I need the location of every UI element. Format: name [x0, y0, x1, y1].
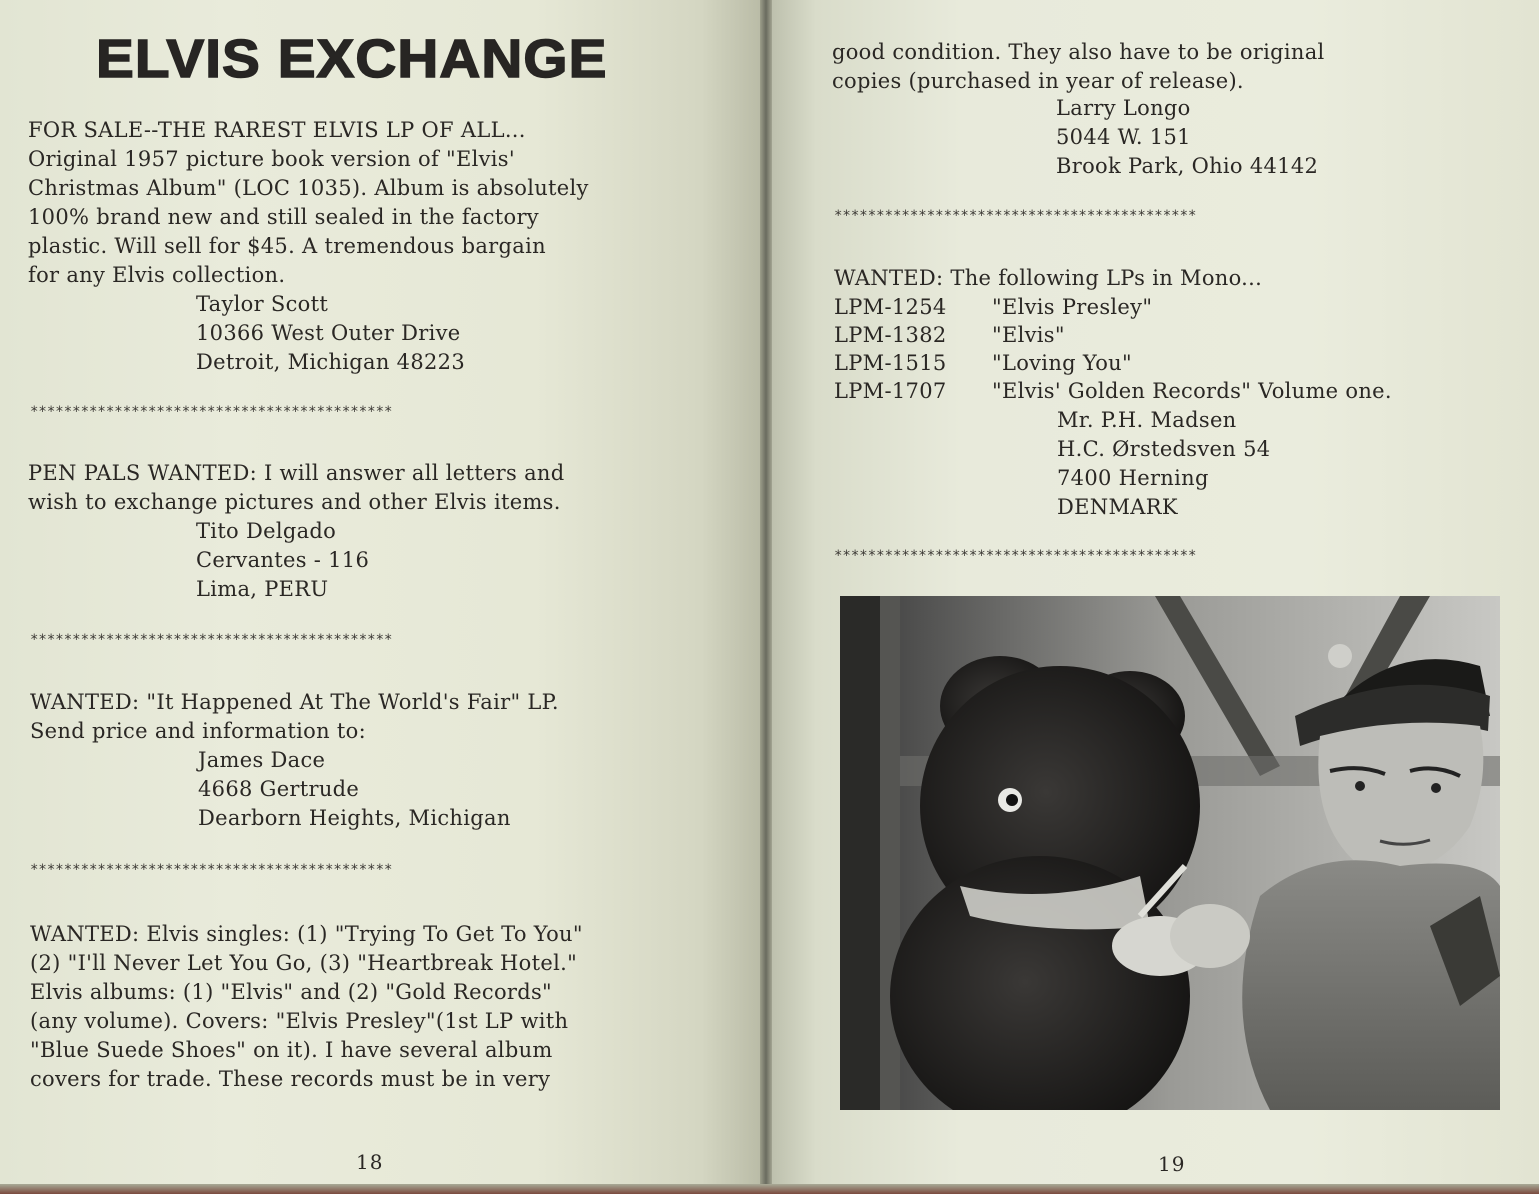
ad-line: "Blue Suede Shoes" on it). I have several album — [30, 1038, 553, 1062]
address-line: 10366 West Outer Drive — [196, 321, 461, 345]
ad-pen-pals — [28, 459, 564, 604]
ad-line: copies (purchased in year of release). — [832, 69, 1244, 93]
address-line: Mr. P.H. Madsen — [1057, 408, 1237, 432]
book-bottom-edge — [0, 1184, 1539, 1194]
page-number: 18 — [356, 1150, 384, 1174]
ad-line: FOR SALE--THE RAREST ELVIS LP OF ALL... — [28, 118, 526, 142]
address-line: Detroit, Michigan 48223 — [196, 350, 465, 374]
lp-code: LPM-1707 — [834, 379, 947, 403]
page-title: ELVIS EXCHANGE — [96, 29, 608, 89]
address-line: Dearborn Heights, Michigan — [198, 806, 511, 830]
ad-line: (any volume). Covers: "Elvis Presley"(1st LP with — [30, 1009, 569, 1033]
ad-line: Send price and information to: — [30, 719, 366, 743]
lp-code: LPM-1515 — [834, 351, 947, 375]
ad-line: (2) "I'll Never Let You Go, (3) "Heartbreak Hotel." — [30, 951, 578, 975]
lp-list — [834, 293, 1392, 405]
address-line: Larry Longo — [1056, 96, 1191, 120]
address-line: Taylor Scott — [196, 292, 329, 316]
ad-for-sale — [28, 116, 589, 377]
ad-line: plastic. Will sell for $45. A tremendous bargain — [28, 234, 546, 258]
address-line: Tito Delgado — [196, 519, 337, 543]
address-line: Brook Park, Ohio 44142 — [1056, 154, 1319, 178]
separator: ******************************************* — [30, 862, 393, 878]
lp-row — [834, 349, 1392, 377]
address-line: Cervantes - 116 — [196, 548, 370, 572]
lp-title: "Elvis Presley" — [992, 295, 1153, 319]
address-line: DENMARK — [1057, 495, 1178, 519]
separator: ******************************************* — [30, 632, 393, 648]
separator: ******************************************* — [834, 208, 1197, 224]
book-spine — [760, 0, 772, 1194]
lp-title: "Elvis" — [992, 323, 1065, 347]
ad-line: 100% brand new and still sealed in the factory — [28, 205, 539, 229]
address-madsen — [1057, 406, 1270, 522]
address-line: 5044 W. 151 — [1056, 125, 1191, 149]
address-line: 4668 Gertrude — [198, 777, 360, 801]
ad-line: for any Elvis collection. — [28, 263, 286, 287]
address-larry-longo — [1056, 94, 1318, 181]
address-line: Lima, PERU — [196, 577, 329, 601]
ad-line: good condition. They also have to be original — [832, 40, 1325, 64]
address-line: 7400 Herning — [1057, 466, 1209, 490]
lp-title: "Elvis' Golden Records" Volume one. — [992, 379, 1392, 403]
lp-row — [834, 377, 1392, 405]
separator: ******************************************* — [834, 548, 1197, 564]
ad-line: Christmas Album" (LOC 1035). Album is absolutely — [28, 176, 589, 200]
ad-continued — [832, 38, 1325, 96]
separator: ******************************************* — [30, 404, 393, 420]
ad-heading: WANTED: The following LPs in Mono... — [834, 266, 1263, 290]
lp-row — [834, 321, 1392, 349]
lp-code: LPM-1382 — [834, 323, 947, 347]
lp-row — [834, 293, 1392, 321]
lp-code: LPM-1254 — [834, 295, 947, 319]
page-number: 19 — [1158, 1152, 1186, 1176]
lp-title: "Loving You" — [992, 351, 1132, 375]
ad-wanted-singles — [30, 920, 583, 1094]
photo-elvis-with-teddy-bear — [840, 596, 1500, 1110]
ad-line: Elvis albums: (1) "Elvis" and (2) "Gold Records" — [30, 980, 552, 1004]
ad-line: WANTED: "It Happened At The World's Fair" LP. — [30, 690, 559, 714]
ad-line: Original 1957 picture book version of "Elvis' — [28, 147, 515, 171]
ad-line: covers for trade. These records must be in very — [30, 1067, 551, 1091]
address-line: H.C. Ørstedsven 54 — [1057, 437, 1271, 461]
address-line: James Dace — [198, 748, 326, 772]
ad-line: WANTED: Elvis singles: (1) "Trying To Get To You" — [30, 922, 583, 946]
ad-worlds-fair — [30, 688, 559, 833]
ad-line: PEN PALS WANTED: I will answer all letters and — [28, 461, 565, 485]
ad-line: wish to exchange pictures and other Elvis items. — [28, 490, 561, 514]
